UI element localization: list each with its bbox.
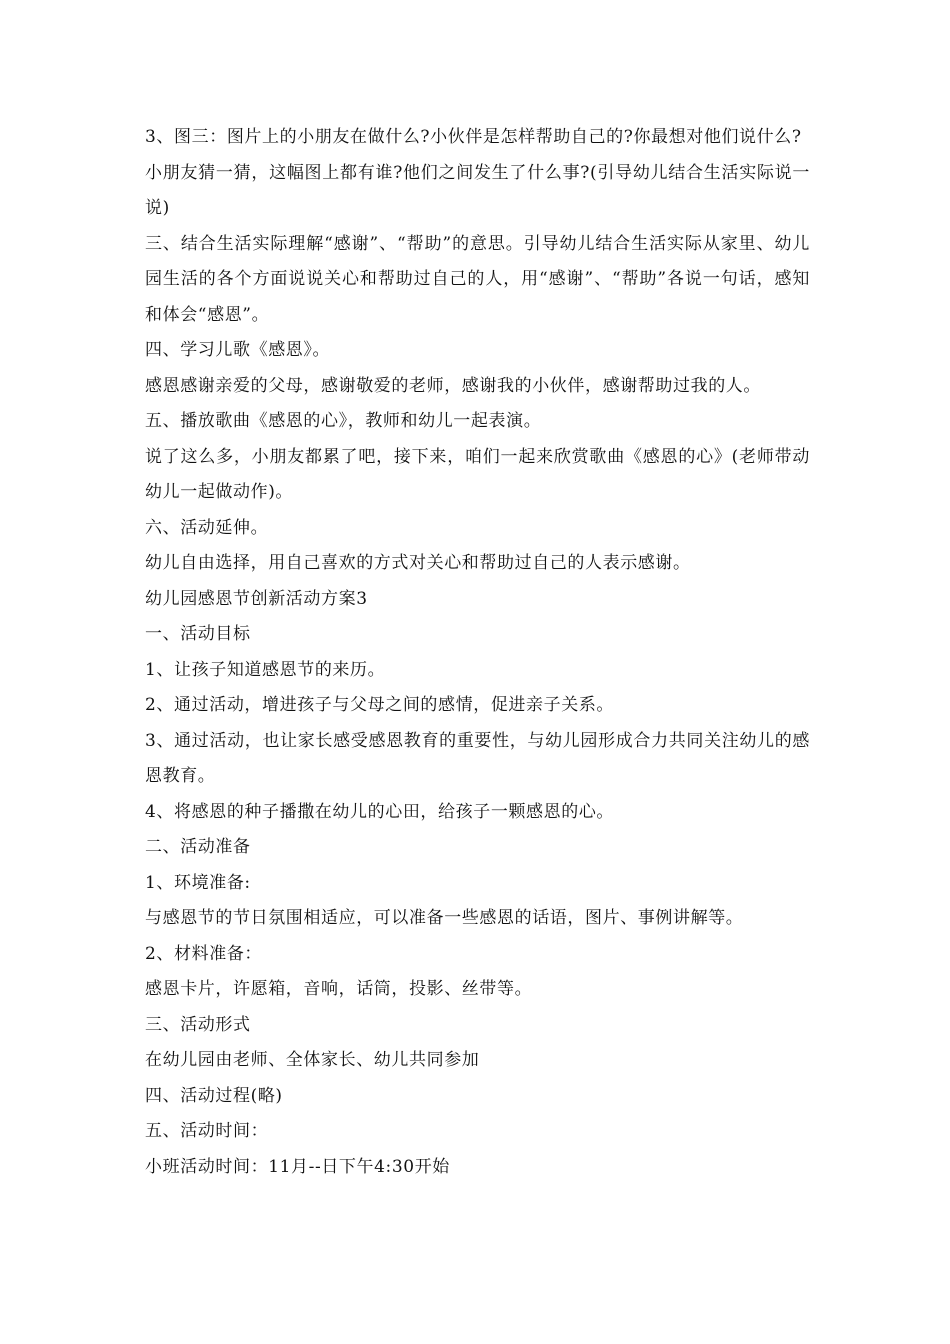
goal-item-1: 1、让孩子知道感恩节的来历。 <box>145 659 386 680</box>
document-body <box>145 120 810 1185</box>
paragraph-guess-picture: 小朋友猜一猜，这幅图上都有谁?他们之间发生了什么事?(引导幼儿结合生活实际说一说) <box>145 162 810 218</box>
paragraph-material-detail: 感恩卡片，许愿箱，音响，话筒，投影、丝带等。 <box>145 979 533 999</box>
paragraph-extension-detail: 幼儿自由选择，用自己喜欢的方式对关心和帮助过自己的人表示感谢。 <box>145 553 691 573</box>
goal-item-2: 2、通过活动，增进孩子与父母之间的感情，促进亲子关系。 <box>145 695 615 715</box>
paragraph-rhyme-lyrics: 感恩感谢亲爱的父母，感谢敬爱的老师，感谢我的小伙伴，感谢帮助过我的人。 <box>145 375 761 396</box>
subheading-material-prep: 2、材料准备： <box>145 943 263 964</box>
paragraph-song-activity: 说了这么多，小朋友都累了吧，接下来，咱们一起来欣赏歌曲《感恩的心》(老师带动幼儿一起做动作)。 <box>145 446 810 502</box>
goal-item-3: 3、通过活动，也让家长感受感恩教育的重要性，与幼儿园形成合力共同关注幼儿的感恩教育。 <box>145 730 810 786</box>
heading-play-song: 五、播放歌曲《感恩的心》，教师和幼儿一起表演。 <box>145 411 542 431</box>
heading-activity-process: 四、活动过程(略) <box>145 1085 283 1106</box>
paragraph-environment-detail: 与感恩节的节日氛围相适应，可以准备一些感恩的话语，图片、事例讲解等。 <box>145 908 744 928</box>
heading-activity-goals: 一、活动目标 <box>145 624 251 644</box>
paragraph-understand-thanks-help: 三、结合生活实际理解“感谢”、“帮助”的意思。引导幼儿结合生活实际从家里、幼儿园生活的各个方面说说关心和帮助过自己的人，用“感谢”、“帮助”各说一句话，感知和体会“感恩”。 <box>145 233 810 325</box>
heading-activity-format: 三、活动形式 <box>145 1014 251 1035</box>
heading-activity-extension: 六、活动延伸。 <box>145 517 269 538</box>
subheading-environment-prep: 1、环境准备: <box>145 872 251 893</box>
heading-learn-nursery-rhyme: 四、学习儿歌《感恩》。 <box>145 340 331 360</box>
paragraph-format-detail: 在幼儿园由老师、全体家长、幼儿共同参加 <box>145 1050 480 1070</box>
goal-item-4: 4、将感恩的种子播撒在幼儿的心田，给孩子一颗感恩的心。 <box>145 801 615 822</box>
section-title-plan-3: 幼儿园感恩节创新活动方案3 <box>145 588 368 609</box>
paragraph-picture-three-question: 3、图三：图片上的小朋友在做什么?小伙伴是怎样帮助自己的?你最想对他们说什么? <box>145 127 802 147</box>
heading-activity-time: 五、活动时间： <box>145 1121 269 1141</box>
paragraph-small-class-time: 小班活动时间：11月--日下午4:30开始 <box>145 1156 450 1177</box>
heading-activity-preparation: 二、活动准备 <box>145 837 251 857</box>
